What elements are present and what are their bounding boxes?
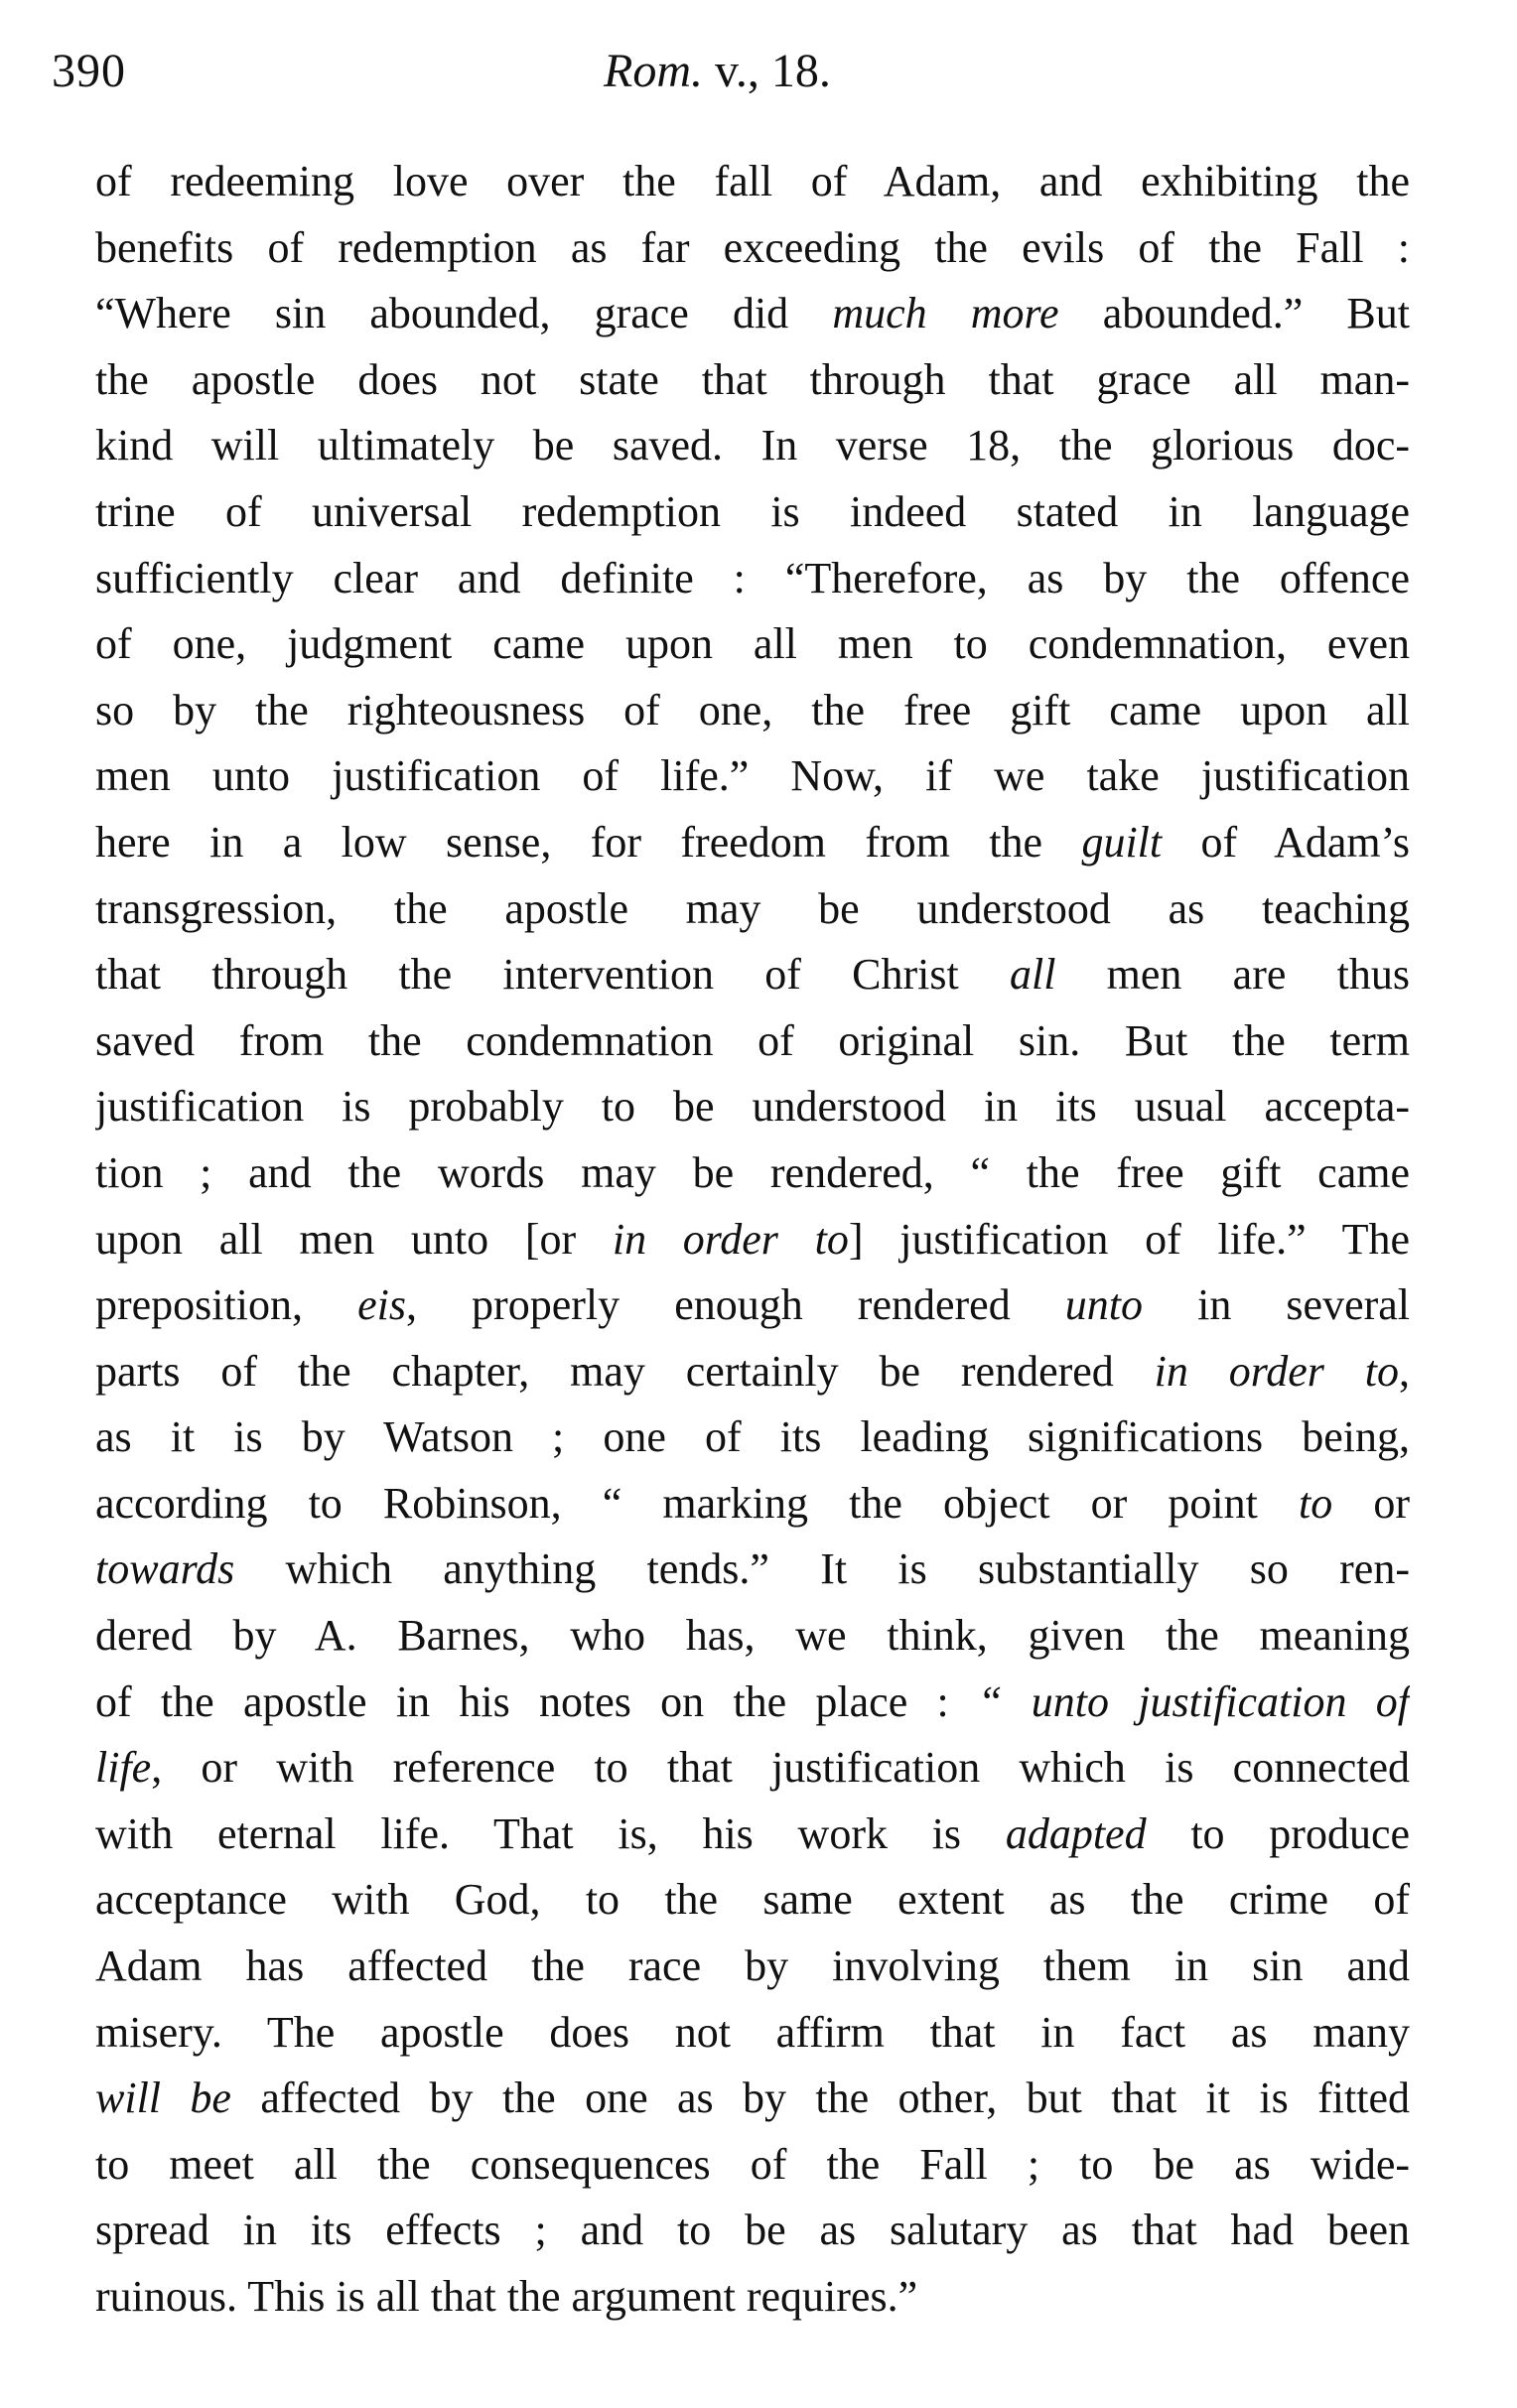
text-run: parts of the chapter, may certainly be rendered: [95, 1346, 1155, 1396]
text-run: so by the righteousness of one, the free gift came upon all: [95, 685, 1410, 735]
text-line: [95, 1140, 1410, 1207]
text-line: [95, 1603, 1410, 1670]
text-line: [95, 2000, 1410, 2067]
text-line: [95, 678, 1410, 744]
text-line: [95, 1471, 1410, 1538]
text-line: [95, 876, 1410, 943]
italic-text: life: [95, 1743, 152, 1793]
text-line: [95, 942, 1410, 1008]
text-run: saved from the condemnation of original sin. But the term: [95, 1015, 1410, 1065]
text-line: [95, 1867, 1410, 1934]
italic-text: to: [1298, 1478, 1333, 1528]
text-run: to produce: [1146, 1808, 1410, 1858]
text-run: men unto justification of life.” Now, if we take justification: [95, 751, 1410, 801]
text-run: here in a low sense, for freedom from the: [95, 817, 1082, 867]
italic-text: all: [1009, 950, 1056, 1000]
text-run: of one, judgment came upon all men to condemnation, even: [95, 619, 1410, 669]
text-run: misery. The apostle does not affirm that in fact as many: [95, 2007, 1410, 2057]
italic-text: in order to: [612, 1214, 849, 1264]
text-run: according to Robinson, “ marking the object or point: [95, 1478, 1299, 1528]
italic-text: guilt: [1081, 817, 1163, 867]
text-run: of redeeming love over the fall of Adam, and exhibiting the: [95, 157, 1410, 205]
text-run: kind will ultimately be saved. In verse 18, the glorious doc-: [95, 421, 1410, 470]
text-run: affected by the one as by the other, but that it is fitted: [230, 2074, 1410, 2123]
body-text: [95, 149, 1410, 2331]
text-line: [95, 1670, 1410, 1736]
text-run: spread in its effects ; and to be as salutary as that had been: [95, 2206, 1410, 2255]
text-run: which anything tends.” It is substantially so ren-: [234, 1544, 1410, 1594]
text-run: justification is probably to be understood in its usual accepta-: [95, 1082, 1410, 1132]
running-head-reference: v., 18.: [702, 45, 831, 97]
text-run: preposition,: [95, 1280, 358, 1330]
text-run: benefits of redemption as far exceeding the evils of the Fall :: [95, 222, 1410, 272]
text-line: [95, 2066, 1410, 2132]
text-line: [95, 1802, 1410, 1868]
text-run: , properly enough rendered: [405, 1280, 1065, 1330]
text-line: [95, 1405, 1410, 1471]
text-run: Adam has affected the race by involving them in sin and: [95, 1941, 1410, 1991]
text-run: sufficiently clear and definite : “Therefore, as by the offence: [95, 553, 1410, 602]
text-line: [95, 1207, 1410, 1273]
text-run: the apostle does not state that through that grace all man-: [95, 354, 1410, 404]
text-line: [95, 2198, 1410, 2264]
italic-text: much more: [832, 289, 1059, 338]
text-run: acceptance with God, to the same extent as the crime of: [95, 1875, 1410, 1925]
text-line: [95, 281, 1410, 347]
text-run: dered by A. Barnes, who has, we think, given the meaning: [95, 1611, 1410, 1661]
text-line: [95, 479, 1410, 546]
text-run: of Adam’s: [1162, 817, 1410, 867]
text-line: [95, 1934, 1410, 2000]
text-run: men are thus: [1055, 950, 1410, 1000]
text-run: in several: [1143, 1280, 1410, 1330]
text-run: of the apostle in his notes on the place :: [95, 1676, 979, 1726]
italic-text: towards: [95, 1544, 235, 1594]
running-head-book: Rom.: [604, 45, 703, 97]
text-run: with eternal life. That is, his work is: [95, 1808, 1006, 1858]
italic-text: “ unto justification of: [978, 1676, 1410, 1726]
text-run: trine of universal redemption is indeed stated in language: [95, 486, 1410, 536]
running-head: [604, 44, 831, 98]
text-run: ,: [1399, 1346, 1410, 1396]
text-line: [95, 1008, 1410, 1075]
text-line: [95, 2132, 1410, 2199]
text-line: [95, 347, 1410, 414]
text-run: ruinous. This is all that the argument requires.”: [95, 2272, 918, 2321]
page-number: 390: [52, 45, 126, 97]
italic-text: unto: [1064, 1280, 1144, 1330]
text-run: “Where sin abounded, grace did: [95, 289, 833, 338]
page-header: [0, 44, 1517, 113]
italic-text: adapted: [1005, 1808, 1147, 1858]
italic-text: in order to: [1154, 1346, 1399, 1396]
text-run: , or with reference to that justification which is connected: [151, 1743, 1410, 1793]
text-line: [95, 810, 1410, 876]
text-line: [95, 413, 1410, 479]
italic-text: will be: [95, 2074, 231, 2123]
text-line: [95, 1537, 1410, 1603]
text-run: upon all men unto [or: [95, 1214, 613, 1264]
text-run: as it is by Watson ; one of its leading significations being,: [95, 1412, 1410, 1462]
text-line: [95, 215, 1410, 282]
text-run: or: [1332, 1478, 1410, 1528]
text-line: [95, 743, 1410, 810]
text-run: transgression, the apostle may be understood as teaching: [95, 883, 1410, 933]
text-run: ] justification of life.” The: [848, 1214, 1410, 1264]
text-line: [95, 1074, 1410, 1140]
italic-text: eis: [357, 1280, 406, 1330]
text-line: [95, 1339, 1410, 1405]
text-line: [95, 2264, 1410, 2331]
text-line: [95, 149, 1410, 215]
text-run: to meet all the consequences of the Fall ; to be as wide-: [95, 2139, 1410, 2189]
text-line: [95, 611, 1410, 678]
text-run: that through the intervention of Christ: [95, 950, 1010, 1000]
text-run: abounded.” But: [1058, 289, 1410, 338]
text-run: tion ; and the words may be rendered, “ the free gift came: [95, 1147, 1410, 1197]
text-line: [95, 1272, 1410, 1339]
text-line: [95, 546, 1410, 612]
text-line: [95, 1735, 1410, 1802]
